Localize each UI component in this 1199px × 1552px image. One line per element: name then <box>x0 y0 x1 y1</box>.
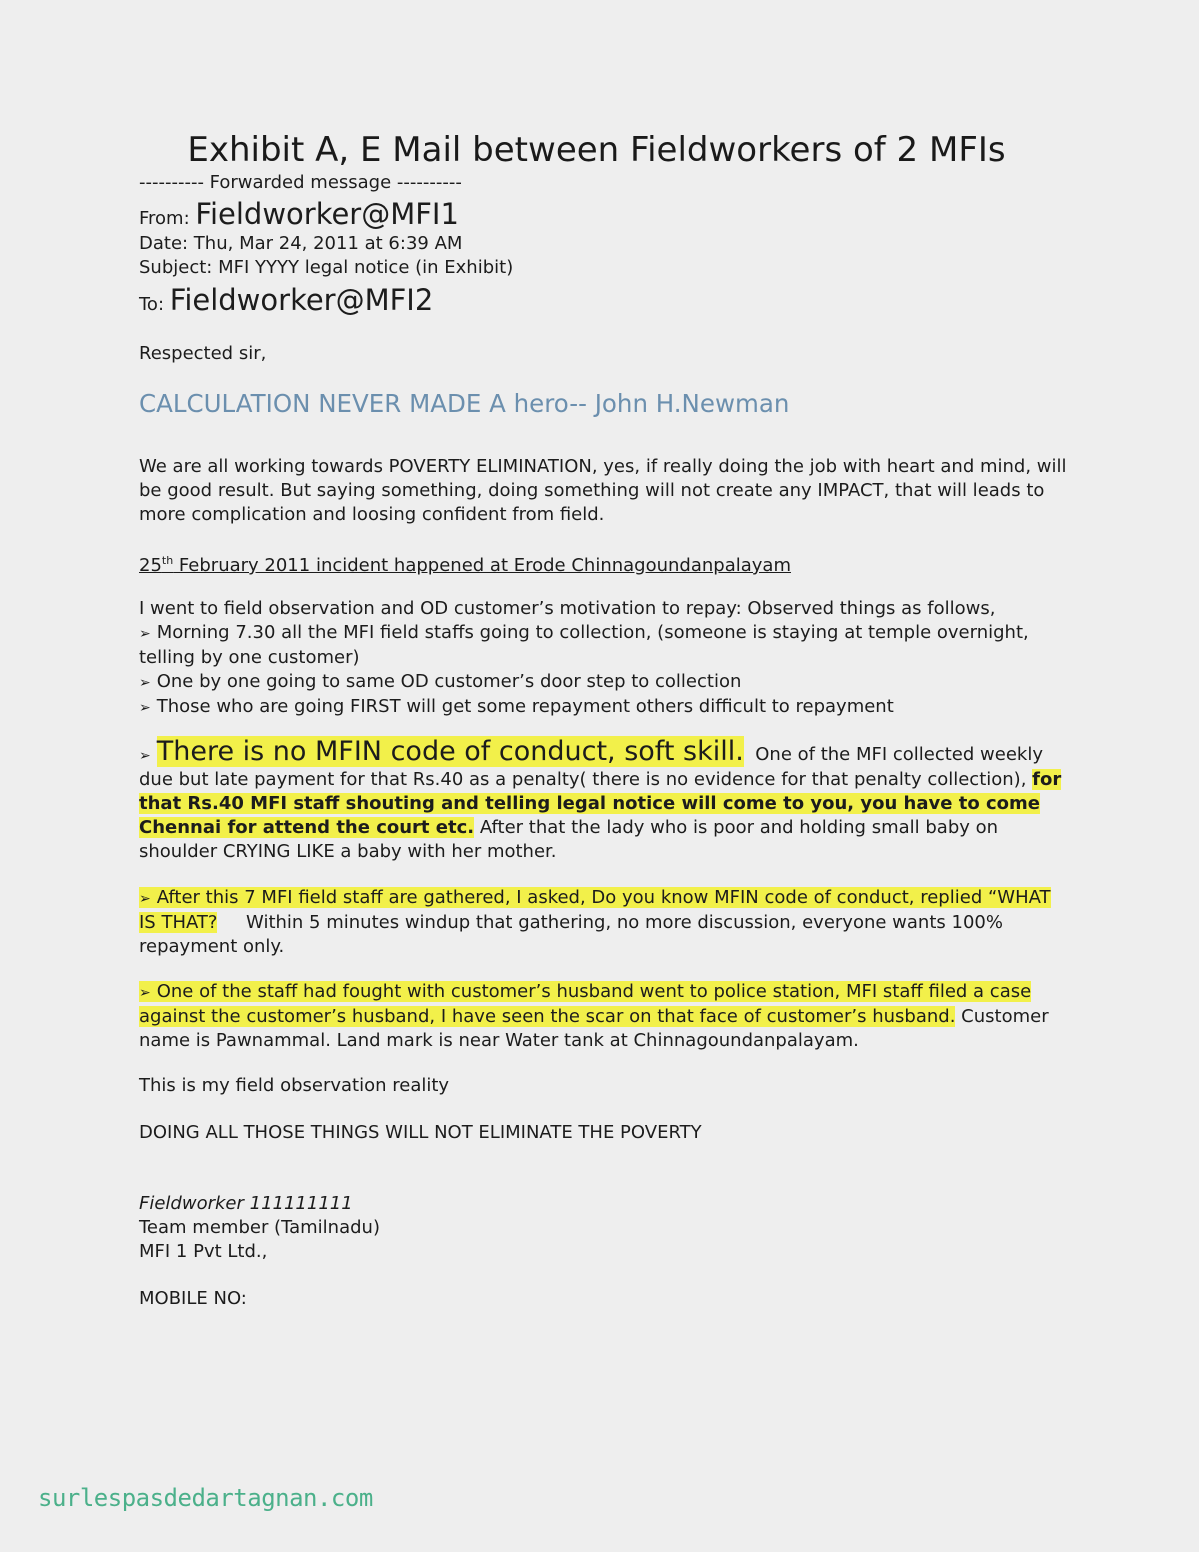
bullet-arrow-icon: ➢ <box>139 626 151 642</box>
to-value: Fieldworker@MFI2 <box>169 283 434 317</box>
date-line: Date: Thu, Mar 24, 2011 at 6:39 AM <box>139 233 463 254</box>
observation-intro: I went to field observation and OD customer’s motivation to repay: Observed things as follows, <box>139 598 996 619</box>
forwarded-line: ---------- Forwarded message ---------- <box>139 172 462 193</box>
greeting: Respected sir, <box>139 343 267 364</box>
highlight-text: ➢ One of the staff had fought with customer’s husband went to police station, MFI staff filed a case against the customer’s husband, I have seen the scar on that face of customer’s husband. <box>139 981 1032 1027</box>
bullet-arrow-icon: ➢ <box>139 675 151 691</box>
bullet-arrow-icon: ➢ <box>139 700 151 716</box>
document-title: Exhibit A, E Mail between Fieldworkers of 2 MFIs <box>187 130 1006 170</box>
incident-heading: 25th February 2011 incident happened at Erode Chinnagoundanpalayam <box>139 554 791 576</box>
to-label: To: <box>139 294 170 315</box>
quote-heading: CALCULATION NEVER MADE A hero-- John H.Newman <box>139 389 790 418</box>
list-item: ➢ Morning 7.30 all the MFI field staffs going to collection, (someone is staying at temple overnight, telling by one customer) <box>139 622 1029 668</box>
closing-line: DOING ALL THOSE THINGS WILL NOT ELIMINATE THE POVERTY <box>139 1122 702 1143</box>
signature-org: MFI 1 Pvt Ltd., <box>139 1241 268 1262</box>
paragraph-police: ➢ One of the staff had fought with customer’s husband went to police station, MFI staff filed a case against the customer’s husband, I have seen the scar on that face of customer’s husband. Customer name is Pawnammal. Land mark is near Water tank at Chinnagoundanpalayam. <box>139 981 1049 1051</box>
list-item: ➢ Those who are going FIRST will get some repayment others difficult to repayment <box>139 696 894 717</box>
bullet-arrow-icon: ➢ <box>139 748 151 764</box>
observation-block <box>139 597 1069 720</box>
from-line <box>139 197 459 236</box>
to-line <box>139 283 433 322</box>
highlight-text: ➢ After this 7 MFI field staff are gathered, I asked, Do you know MFIN code of conduct, replied “WHAT IS THAT? <box>139 887 1051 933</box>
from-value: Fieldworker@MFI1 <box>195 197 459 231</box>
bullet-arrow-icon: ➢ <box>139 985 151 1001</box>
bullet-arrow-icon: ➢ <box>139 891 151 907</box>
mobile-line: MOBILE NO: <box>139 1288 247 1309</box>
paragraph-gathering: ➢ After this 7 MFI field staff are gathered, I asked, Do you know MFIN code of conduct, replied “WHAT IS THAT? Within 5 minutes windup that gathering, no more discussion, everyone wants 100% repayment only. <box>139 887 1051 957</box>
highlight-heading: There is no MFIN code of conduct, soft skill. <box>156 736 744 767</box>
paragraph-mfin: ➢ There is no MFIN code of conduct, soft skill. One of the MFI collected weekly due but late payment for that Rs.40 as a penalty( there is no evidence for that penalty collection), for that Rs.40 MFI staff shouting and telling legal notice will come to you, you have to come Chennai for attend the court etc. After that the lady who is poor and holding small baby on shoulder CRYING LIKE a baby with her mother. <box>139 736 1062 862</box>
subject-line: Subject: MFI YYYY legal notice (in Exhibit) <box>139 257 514 278</box>
bold-highlight: for that Rs.40 MFI staff shouting and telling legal notice will come to you, you have to come Chennai for attend the court etc. <box>139 769 1062 838</box>
from-label: From: <box>139 208 196 229</box>
signature-name: Fieldworker 111111111 <box>139 1193 353 1214</box>
intro-paragraph: We are all working towards POVERTY ELIMINATION, yes, if really doing the job with heart and mind, will be good result. But saying something, doing something will not create any IMPACT, that will leads to more complication and loosing confident from field. <box>139 456 1067 525</box>
reality-line: This is my field observation reality <box>139 1075 450 1096</box>
signature-role: Team member (Tamilnadu) <box>139 1217 380 1238</box>
list-item: ➢ One by one going to same OD customer’s door step to collection <box>139 671 742 692</box>
watermark: surlespasdedartagnan.com <box>38 1484 373 1512</box>
